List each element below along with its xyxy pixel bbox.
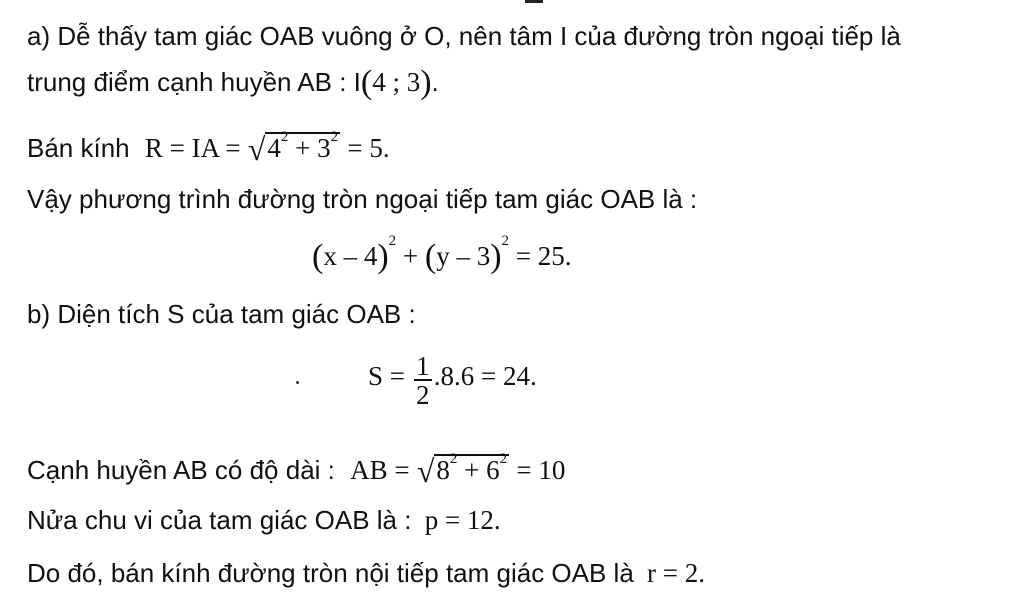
incircle-line xyxy=(27,557,705,589)
incircle-value: r = 2. xyxy=(647,558,706,588)
circle-equation: (x – 4)$^2$ + (y – 3)$^2$ = 25. xyxy=(312,233,572,275)
area-rest: .8.6 = 24. xyxy=(433,361,537,391)
part-a-line-2: trung điểm cạnh huyền AB : I(4 ; 3). xyxy=(27,64,439,101)
midpoint-text: trung điểm cạnh huyền AB : I xyxy=(27,67,361,97)
conclusion-line xyxy=(27,183,697,215)
semi-perimeter-value: p = 12. xyxy=(424,505,501,535)
semi-perimeter-text: Nửa chu vi của tam giác OAB là : xyxy=(27,505,412,535)
scan-mark xyxy=(525,0,543,3)
hypotenuse-result: = 10 xyxy=(516,455,566,485)
equation-rhs: = 25. xyxy=(515,241,572,271)
radius-lhs: R = IA = xyxy=(144,133,241,163)
stray-dot xyxy=(296,381,299,384)
area-intro-line xyxy=(27,298,416,330)
area-lhs: S = xyxy=(368,361,405,391)
line-2-period: . xyxy=(431,67,439,97)
center-coordinates: 4 ; 3 xyxy=(372,67,421,97)
incircle-text: Do đó, bán kính đường tròn nội tiếp tam giác OAB là xyxy=(27,558,634,588)
circumcircle-conclusion: Vậy phương trình đường tròn ngoại tiếp tam giác OAB là : xyxy=(27,184,698,214)
semi-perimeter-line xyxy=(27,504,501,536)
equation-x-term: x – 4 xyxy=(323,241,378,271)
equation-y-term: y – 3 xyxy=(436,241,491,271)
area-intro: b) Diện tích S của tam giác OAB : xyxy=(27,299,416,329)
part-a-line-1 xyxy=(27,20,901,52)
hypotenuse-sqrt: √ $8^2 + 6^2$ xyxy=(416,451,508,489)
hypotenuse-line xyxy=(27,451,566,489)
hypotenuse-label: Cạnh huyền AB có độ dài : xyxy=(27,455,335,485)
radius-sqrt: √ $4^2 + 3^2$ xyxy=(247,129,339,167)
radius-label: Bán kính xyxy=(27,133,130,163)
part-a-statement: a) Dễ thấy tam giác OAB vuông ở O, nên tâm I của đường tròn ngoại tiếp là xyxy=(27,21,901,51)
radius-result: = 5. xyxy=(347,133,390,163)
area-formula xyxy=(368,348,537,408)
hypotenuse-lhs: AB = xyxy=(350,455,410,485)
radius-line xyxy=(27,129,390,167)
area-fraction: $\frac{1}{2}$ xyxy=(414,353,432,409)
